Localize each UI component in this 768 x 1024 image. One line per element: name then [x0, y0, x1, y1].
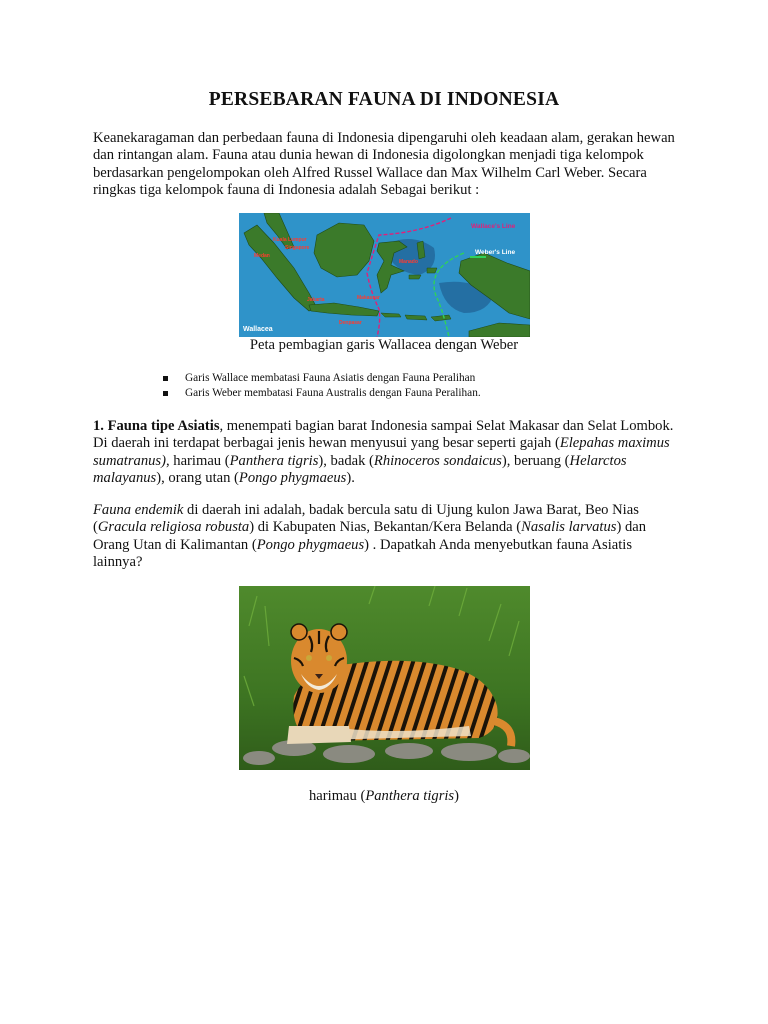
map-label-kuala-lumpur: Kuala Lumpur [273, 237, 307, 243]
species-name: Gracula religiosa robusta [97, 519, 250, 536]
paragraph-text: ), beruang ( [501, 452, 570, 469]
map-label-denpasar: Denpasar [339, 320, 362, 326]
map-label-makassar: Makassar [357, 295, 380, 301]
bullet-item [163, 386, 481, 401]
species-name: Nasalis larvatus [521, 519, 617, 536]
paragraph-text: ) dan Orang Utan di Kalimantan ( [93, 519, 647, 553]
map-label-jakarta: Jakarta [307, 297, 325, 303]
species-name: Pongo phygmaeus [256, 536, 365, 553]
species-name: Helarctos malayanus [93, 452, 627, 487]
paragraph-text: , menempati bagian barat Indonesia sampai Selat Makasar dan Selat Lombok. Di daerah ini terdapat berbagai jenis hewan menyusui yang besar seperti gajah ( [93, 418, 674, 452]
wallace-line-label: Wallace's Line [471, 223, 516, 230]
webers-line-label: Weber's Line [475, 249, 516, 256]
tiger-photo [239, 586, 530, 770]
caption-text: ) [454, 788, 459, 804]
tiger-ear-right [331, 624, 347, 640]
paragraph-text: ), badak ( [318, 452, 374, 469]
map-label-wallacea: Wallacea [243, 326, 273, 333]
species-name: Panthera tigris [365, 788, 455, 804]
paragraph-text: ). [346, 470, 355, 487]
bullet-item [163, 371, 481, 386]
tiger-eye-left [306, 655, 312, 661]
species-name: Elepahas maximus sumatranus) [93, 435, 670, 469]
paragraph-text: , harimau ( [165, 452, 230, 469]
weber-line-legend-swatch [470, 256, 486, 258]
wallace-weber-map [239, 213, 530, 337]
map-image [239, 213, 530, 337]
paragraph-text: ) . Dapatkah Anda menyebutkan fauna Asiatis lainnya? [93, 536, 633, 571]
intro-paragraph: Keanekaragaman dan perbedaan fauna di Indonesia dipengaruhi oleh keadaan alam, gerakan hewan dan rintangan alam. Fauna atau dunia hewan di Indonesia digolongkan menjadi tiga kelompok berdasarkan pengelompokan oleh Alfred Russel Wallace dan Max Wilhelm Carl Weber. Secara ringkas tiga kelompok fauna di Indonesia adalah Sebagai berikut : [93, 130, 675, 199]
paragraph-text: di daerah ini adalah, badak bercula satu di Ujung kulon Jawa Barat, Beo Nias ( [93, 502, 639, 536]
caption-text: harimau ( [309, 788, 366, 804]
species-name: Panthera tigris [229, 452, 319, 469]
species-name: Pongo phygmaeus [238, 470, 347, 487]
bullet-square [163, 376, 168, 381]
section-heading: 1. Fauna tipe Asiatis [93, 418, 220, 434]
tiger-ear-left [291, 624, 307, 640]
fauna-asiatis-paragraph [93, 418, 683, 488]
bullet-square [163, 391, 168, 396]
bullet-text: Garis Wallace membatasi Fauna Asiatis dengan Fauna Peralihan [185, 372, 476, 384]
species-name: Rhinoceros sondaicus [373, 452, 502, 469]
tiger-eye-right [326, 655, 332, 661]
map-caption: Peta pembagian garis Wallacea dengan Weber [249, 337, 519, 353]
map-label-medan: Medan [254, 253, 270, 259]
tiger-front-legs [287, 726, 351, 744]
map-label-singapore: Singapore [285, 245, 310, 251]
tiger-image [239, 586, 530, 770]
term-italic: Fauna endemik [93, 502, 184, 518]
page-title: PERSEBARAN FAUNA DI INDONESIA [208, 89, 560, 110]
bullet-text: Garis Weber membatasi Fauna Australis dengan Fauna Peralihan. [185, 387, 481, 399]
fauna-endemik-paragraph [93, 502, 683, 572]
bullet-list [163, 371, 481, 401]
map-label-manado: Manado [399, 259, 418, 265]
paragraph-text: ), orang utan ( [156, 470, 239, 487]
paragraph-text: ) di Kabupaten Nias, Bekantan/Kera Belanda ( [249, 519, 522, 536]
tiger-caption [0, 788, 768, 805]
